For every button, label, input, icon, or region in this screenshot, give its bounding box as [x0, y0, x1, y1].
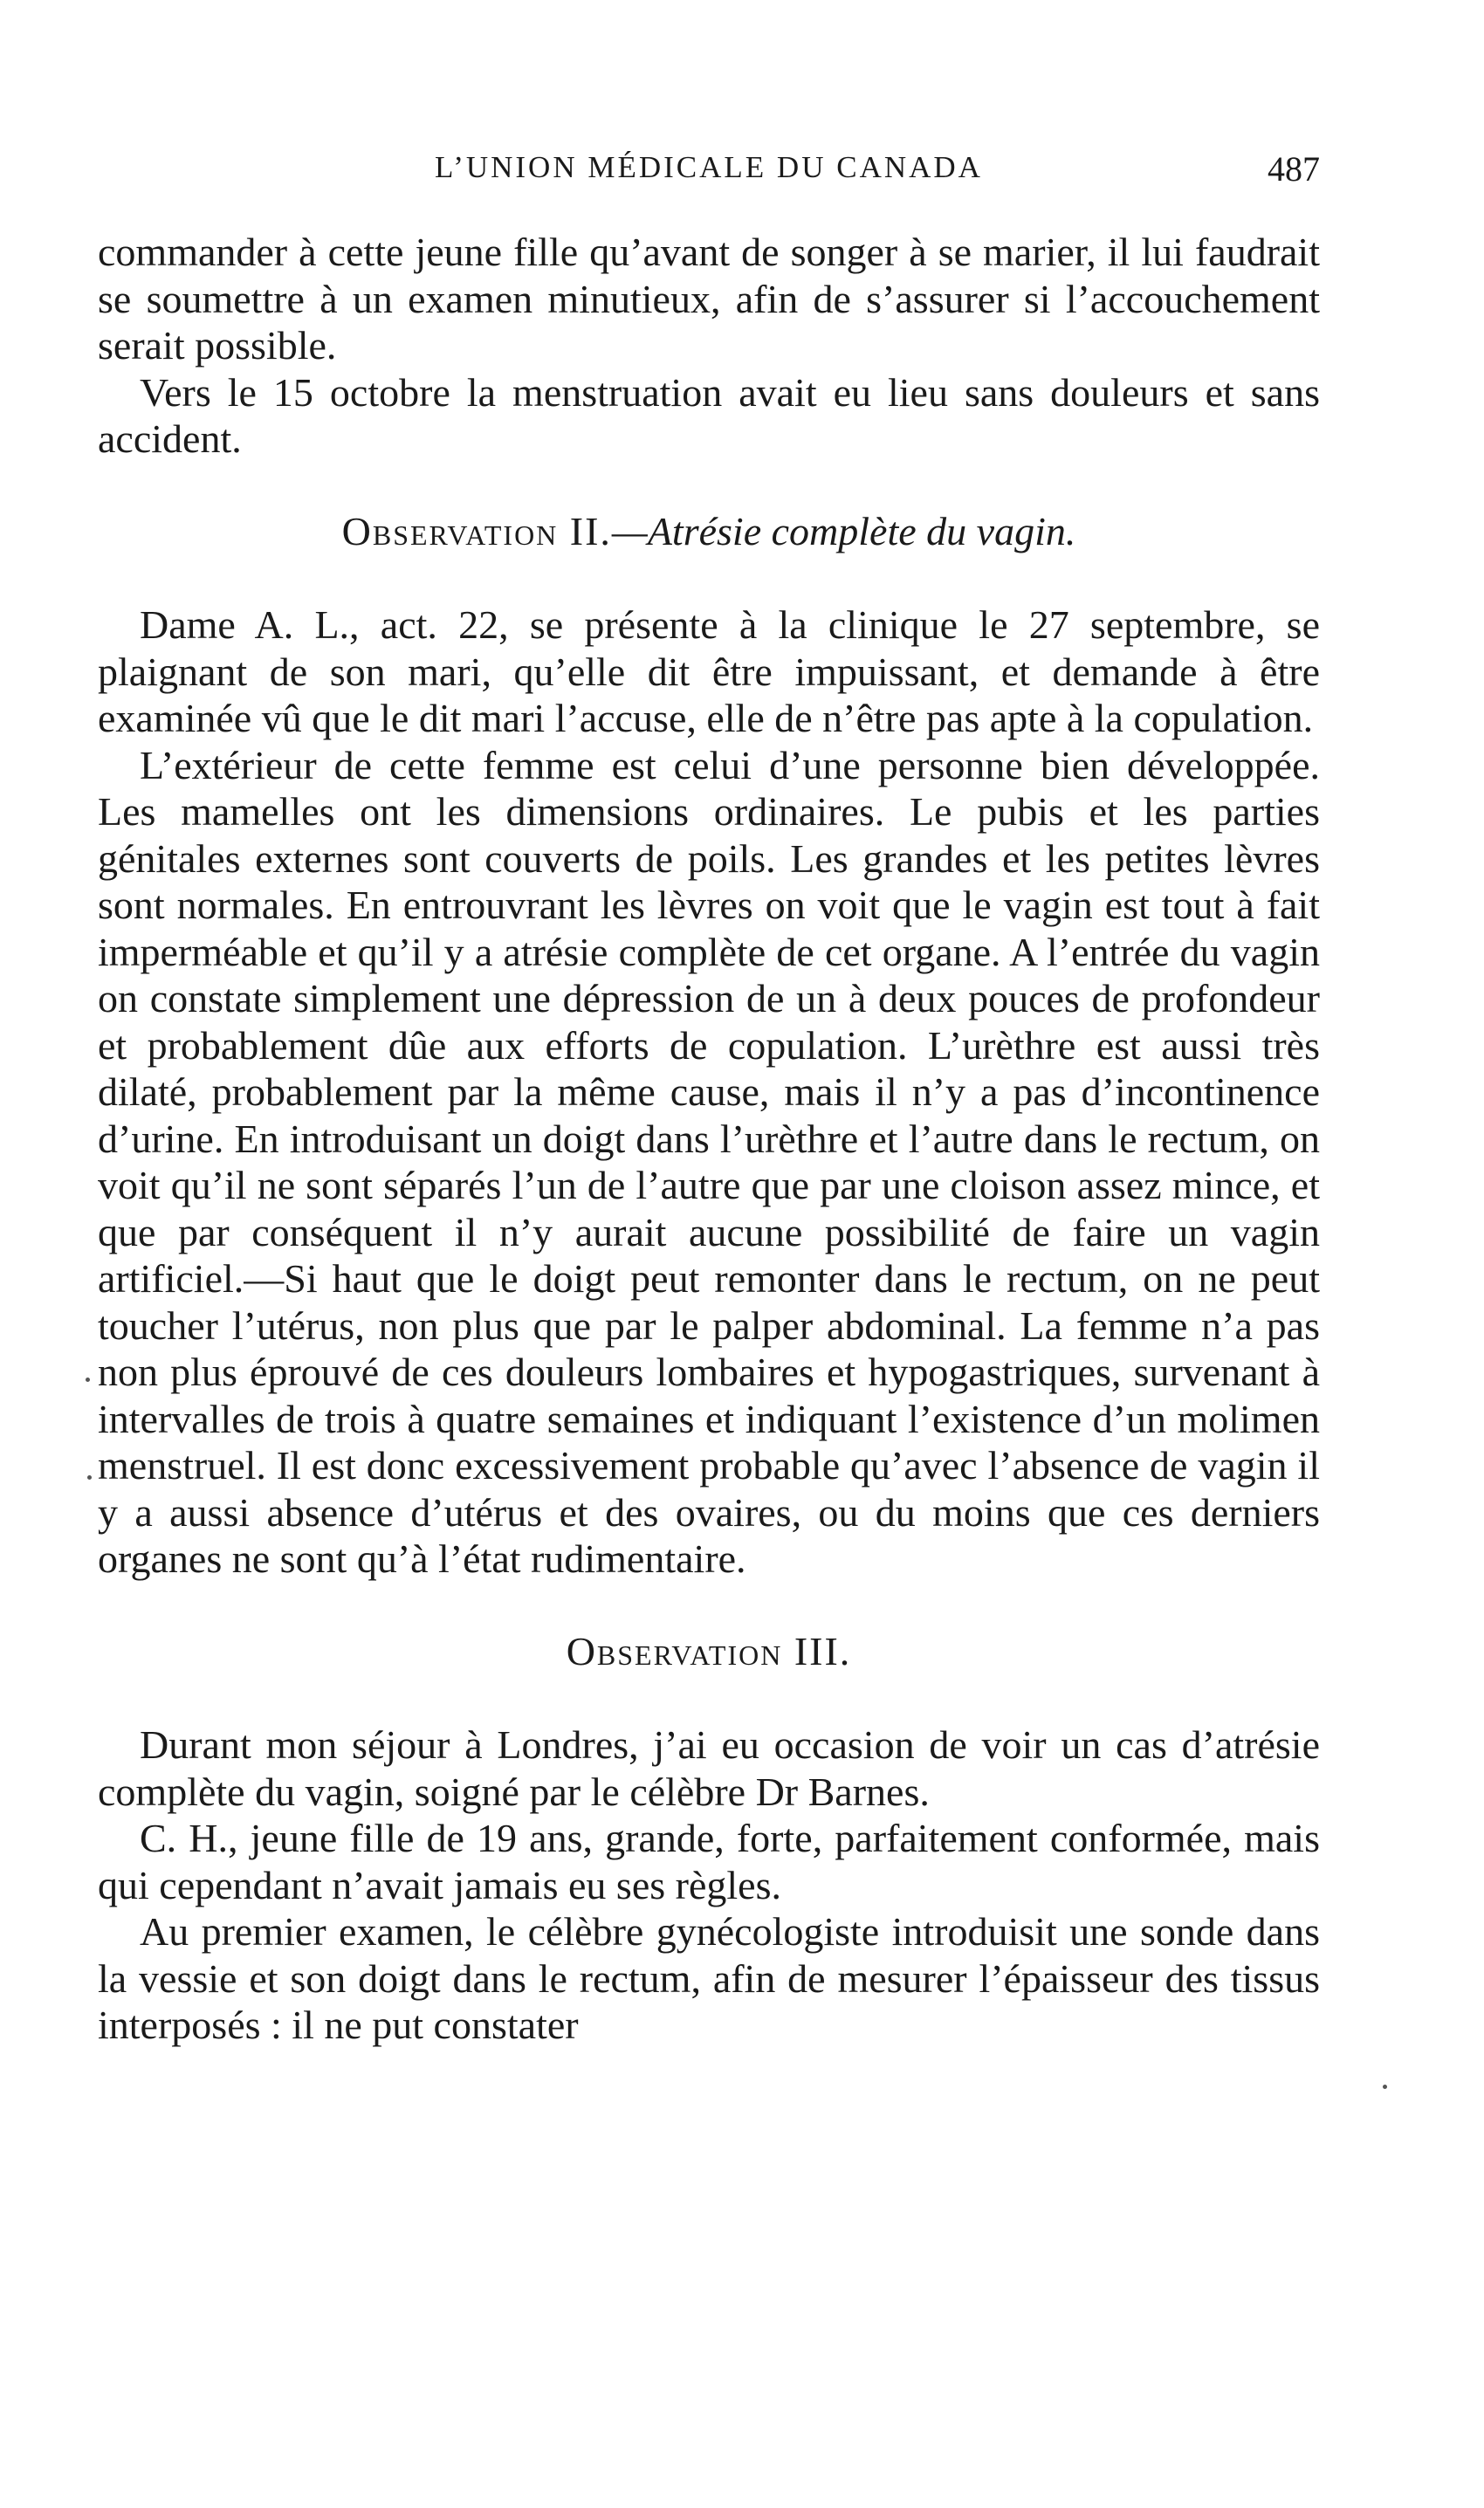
- stray-ink-mark: [1383, 2085, 1387, 2089]
- body-text: [98, 229, 1320, 2049]
- stray-ink-mark: [87, 1475, 92, 1480]
- paragraph-ch: C. H., jeune fille de 19 ans, grande, forte, parfaitement conformée, mais qui cependant n’avait jamais eu ses règles.: [98, 1816, 1320, 1907]
- paragraph-dame-al: Dame A. L., act. 22, se présente à la clinique le 27 septembre, se plaignant de son mari, qu’elle dit être impuissant, et demande à être examinée vû que le dit mari l’accuse, elle de n’être pas apte à la copulation.: [98, 602, 1320, 740]
- stray-ink-mark: [86, 1378, 90, 1382]
- paragraph-continuation: commander à cette jeune fille qu’avant de songer à se marier, il lui faudrait se soumettre à un examen minutieux, afin de s’assurer si l’accouchement serait possible.: [98, 230, 1320, 368]
- paragraph-menstruation: Vers le 15 octobre la menstruation avait eu lieu sans douleurs et sans accident.: [98, 369, 1320, 461]
- paragraph-exterieur: L’extérieur de cette femme est celui d’une personne bien développée. Les mamelles ont les dimensions ordinaires. Le pubis et les parties génitales externes sont couverts de poils. Les grandes et les petites lèvres sont normales. En entrouvrant les lèvres on voit que le vagin est tout à fait imperméable et qu’il y a atrésie complète de cet organe. A l’entrée du vagin on constate simplement une dépression de un à deux pouces de profondeur et probablement dûe aux efforts de copulation. L’urèthre est aussi très dilaté, probablement par la même cause, mais il n’y a pas d’incontinence d’urine. En introduisant un doigt dans l’urèthre et l’autre dans le rectum, on voit qu’il ne sont séparés l’un de l’autre que par une cloison assez mince, et que par conséquent il n’y aurait aucune possibilité de faire un vagin artificiel.—Si haut que le doigt peut remonter dans le rectum, on ne peut toucher l’utérus, non plus que par le palper abdominal. La femme n’a pas non plus éprouvé de ces douleurs lombaires et hypogastriques, survenant à intervalles de trois à quatre semaines et indiquant l’existence d’un molimen menstruel. Il est donc excessivement probable qu’avec l’absence de vagin il y a aussi absence d’utérus et des ovaires, ou du moins que ces derniers organes ne sont qu’à l’état rudimentaire.: [98, 742, 1320, 1581]
- paragraph-londres: Durant mon séjour à Londres, j’ai eu occasion de voir un cas d’atrésie complète du vagin, soigné par le célèbre Dr Barnes.: [98, 1722, 1320, 1814]
- observation-3-heading: [98, 1628, 1320, 1675]
- page-number: 487: [1268, 149, 1320, 189]
- observation-2-label: Observation II.: [341, 508, 612, 553]
- running-head: [98, 150, 1320, 203]
- observation-2-subtitle: —Atrésie complète du vagin.: [611, 508, 1076, 553]
- paragraph-premier-examen: Au premier examen, le célèbre gynécologiste introduisit une sonde dans la vessie et son doigt dans le rectum, afin de mesurer l’épaisseur des tissus interposés : il ne put constater: [98, 1909, 1320, 2047]
- observation-2-heading: [98, 508, 1320, 555]
- running-title: L’UNION MÉDICALE DU CANADA: [435, 150, 983, 184]
- observation-3-label: Observation III.: [566, 1628, 852, 1673]
